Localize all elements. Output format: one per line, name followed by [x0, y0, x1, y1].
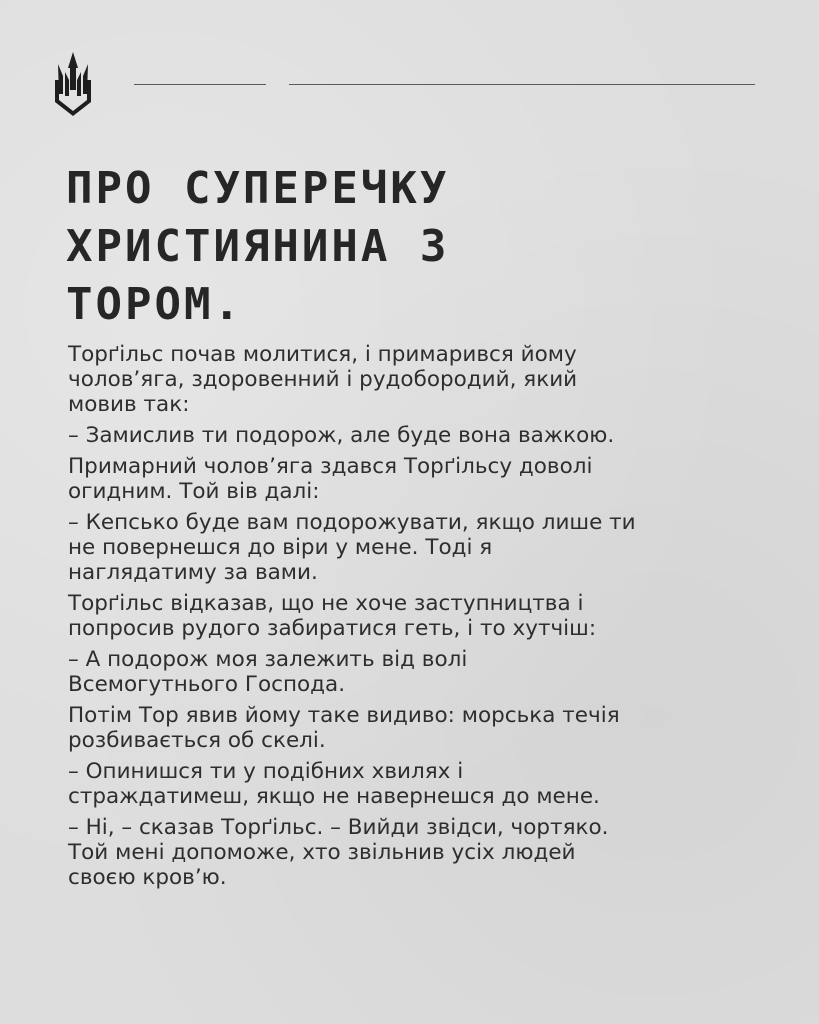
- text-line: мовив так:: [68, 392, 190, 417]
- paragraph: [68, 510, 768, 585]
- text-line: – А подорож моя залежить від волі: [68, 647, 468, 672]
- page-title: [66, 160, 766, 334]
- header-divider-right: [289, 84, 755, 85]
- text-line: огидним. Той вів далі:: [68, 479, 320, 504]
- text-line: наглядатиму за вами.: [68, 560, 318, 585]
- text-line: – Опинишся ти у подібних хвилях і: [68, 759, 464, 784]
- paragraph: [68, 647, 768, 697]
- text-line: Всемогутнього Господа.: [68, 672, 346, 697]
- paragraph: [68, 591, 768, 641]
- title-line: ТОРОМ.: [66, 279, 243, 330]
- text-line: – Ні, – сказав Торґільс. – Вийди звідси, чортяко.: [68, 815, 609, 840]
- header-divider-left: [134, 84, 266, 85]
- paragraph: [68, 342, 768, 417]
- title-line: ПРО СУПЕРЕЧКУ: [66, 163, 450, 214]
- text-line: Потім Тор явив йому таке видиво: морська течія: [68, 703, 620, 728]
- story-text: [68, 342, 768, 896]
- text-line: розбивається об скелі.: [68, 728, 326, 753]
- text-line: Примарний чолов’яга здався Торґільсу доволі: [68, 454, 593, 479]
- paragraph: [68, 815, 768, 890]
- paragraph: [68, 423, 768, 448]
- text-line: попросив рудого забиратися геть, і то хутчіш:: [68, 616, 597, 641]
- trident-crown-icon: [52, 50, 94, 120]
- title-line: ХРИСТИЯНИНА З: [66, 221, 450, 272]
- text-line: – Замислив ти подорож, але буде вона важкою.: [68, 423, 615, 448]
- paragraph: [68, 759, 768, 809]
- text-line: – Кепсько буде вам подорожувати, якщо лише ти: [68, 510, 636, 535]
- text-line: Той мені допоможе, хто звільнив усіх людей: [68, 840, 576, 865]
- paragraph: [68, 703, 768, 753]
- text-line: страждатимеш, якщо не навернешся до мене.: [68, 784, 600, 809]
- paragraph: [68, 454, 768, 504]
- text-line: своєю кров’ю.: [68, 865, 227, 890]
- text-line: Торґільс почав молитися, і примарився йому: [68, 342, 577, 367]
- text-line: чолов’яга, здоровенний і рудобородий, який: [68, 367, 578, 392]
- text-line: Торґільс відказав, що не хоче заступництва і: [68, 591, 584, 616]
- text-line: не повернешся до віри у мене. Тоді я: [68, 535, 493, 560]
